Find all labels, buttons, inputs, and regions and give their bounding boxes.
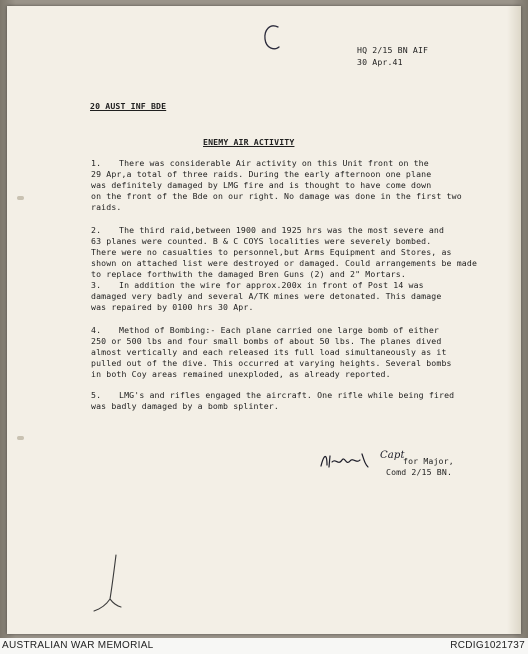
handwritten-c-mark	[262, 22, 282, 54]
paragraph-line: was badly damaged by a bomb splinter.	[91, 401, 279, 411]
paragraph-number: 1.	[91, 158, 102, 168]
paragraph-number: 5.	[91, 390, 102, 400]
paragraph-line: shown on attached list were destroyed or damaged. Could arrangements be made	[91, 258, 478, 268]
paragraph-line: was repaired by 0100 hrs 30 Apr.	[91, 302, 254, 312]
paragraph-line: on the front of the Bde on our right. No damage was done in the first two	[91, 191, 462, 201]
paragraph-number: 3.	[91, 280, 102, 290]
paragraph-number: 2.	[91, 225, 102, 235]
paragraph-line: in both Coy areas remained unexploded, as already reported.	[91, 369, 391, 379]
paragraph-line: Method of Bombing:- Each plane carried one large bomb of either	[119, 325, 439, 335]
paragraph-line: In addition the wire for approx.200x in front of Post 14 was	[119, 280, 424, 290]
paragraph-line: The third raid,between 1900 and 1925 hrs was the most severe and	[119, 225, 445, 235]
paragraph-line: pulled out of the dive. This occurred at varying heights. Several bombs	[91, 358, 452, 368]
signature-for-line: for Major,	[403, 456, 454, 466]
paragraph-number: 4.	[91, 325, 102, 335]
punch-hole	[17, 196, 24, 200]
archive-footer	[0, 638, 528, 654]
paragraph-line: 29 Apr,a total of three raids. During the early afternoon one plane	[91, 169, 432, 179]
pencil-mark	[90, 553, 130, 613]
header-unit: HQ 2/15 BN AIF	[357, 45, 429, 55]
handwritten-signature	[318, 450, 388, 472]
paragraph-line: There were no casualties to personnel,but Arms Equipment and Stores, as	[91, 247, 452, 257]
paragraph-line: There was considerable Air activity on this Unit front on the	[119, 158, 429, 168]
paragraph-line: 250 or 500 lbs and four small bombs of about 50 lbs. The planes dived	[91, 336, 442, 346]
document-title: ENEMY AIR ACTIVITY	[203, 137, 295, 147]
signature-title-line: Comd 2/15 BN.	[386, 467, 453, 477]
paragraph-line: raids.	[91, 202, 122, 212]
paragraph-line: to replace forthwith the damaged Bren Guns (2) and 2" Mortars.	[91, 269, 406, 279]
addressee: 20 AUST INF BDE	[90, 101, 167, 111]
paragraph-line: was definitely damaged by LMG fire and is thought to have come down	[91, 180, 432, 190]
paragraph-line: damaged very badly and several A/TK mines were detonated. This damage	[91, 291, 442, 301]
paper-edge-shading	[507, 6, 521, 634]
paragraph-line: almost vertically and each released its full load simultaneously as it	[91, 347, 447, 357]
paragraph-line: LMG's and rifles engaged the aircraft. One rifle while being fired	[119, 390, 455, 400]
footer-record-id: RCDIG1021737	[450, 640, 525, 651]
paragraph-line: 63 planes were counted. B & C COYS localities were severely bombed.	[91, 236, 432, 246]
punch-hole	[17, 436, 24, 440]
header-date: 30 Apr.41	[357, 57, 403, 67]
document-page	[7, 6, 521, 634]
signature-rank: Capt	[380, 450, 405, 461]
footer-institution: AUSTRALIAN WAR MEMORIAL	[2, 640, 154, 651]
